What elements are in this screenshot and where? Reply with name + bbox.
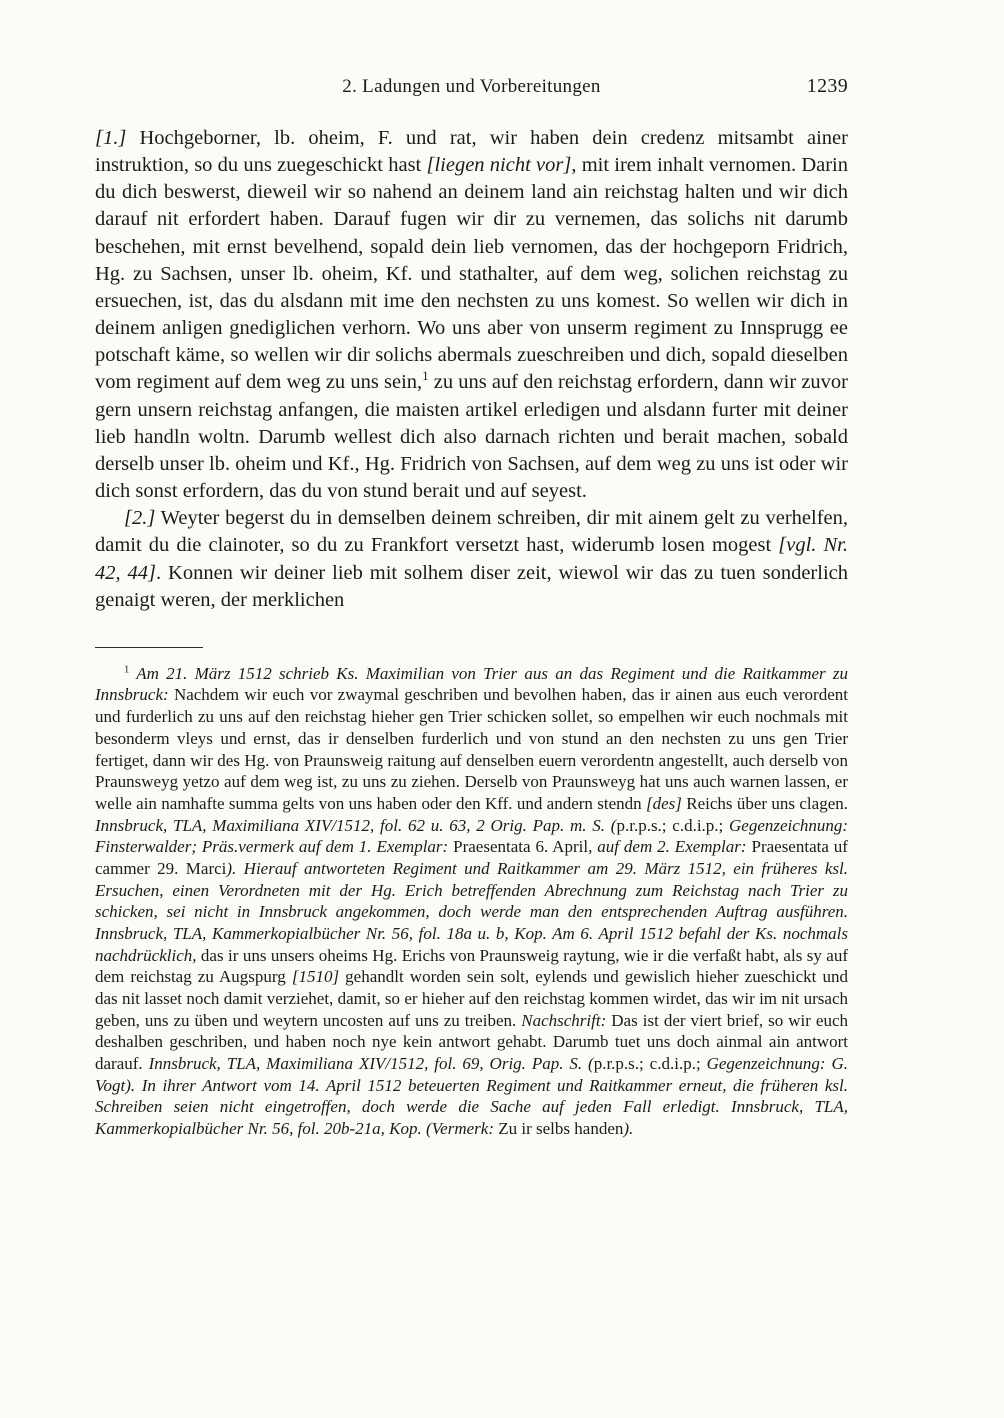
page-header [95, 76, 848, 98]
footnote-1: $^1$ Am 21. März 1512 schrieb Ks. Maximilian von Trier aus an das Regiment und die Raitkammer zu Innsbruck: Nachdem wir euch vor zwaymal geschriben und bevolhen haben, das ir ainen aus euch verordent und furderlich zu uns auf den reichstag hieher gen Trier schicken sollet, so empelhen wir euch nochmals mit besonderm vleys und ernst, das ir denselben furderlich und von stund an den nechsten zu uns gen Trier fertiget, dann wir des Hg. von Praunsweig raitung auf denselben euern verordentn angestellt, auch derselb von Praunsweyg yetzo auf dem weg ist, zu uns zu ziehen. Derselb von Praunsweyg hat uns auch warnen lassen, er welle ain namhafte summa gelts von uns haben oder den Kff. und andern stendn [des] Reichs über uns clagen. Innsbruck, TLA, Maximiliana XIV/1512, fol. 62 u. 63, 2 Orig. Pap. m. S. (p.r.p.s.; c.d.i.p.; Gegenzeichnung: Finsterwalder; Präs.vermerk auf dem 1. Exemplar: Praesentata 6. April, auf dem 2. Exemplar: Praesentata uf cammer 29. Marci). Hierauf antworteten Regiment und Raitkammer am 29. März 1512, ein früheres ksl. Ersuchen, einen Verordneten mit der Hg. Erich betreffenden Abrechnung zum Reichstag nach Trier zu schicken, sei nicht in Innsbruck angekommen, doch werde man den entsprechenden Auftrag ausführen. Innsbruck, TLA, Kammerkopialbücher Nr. 56, fol. 18a u. b, Kop. Am 6. April 1512 befahl der Ks. nochmals nachdrücklich, das ir uns unsers oheims Hg. Erichs von Praunsweig raytung, wie ir die verfaßt habt, als sy auf dem reichstag zu Augspurg [1510] gehandlt worden sein solt, eylends und gewislich hieher zueschickt und das nit lasset noch damit verziehet, damit, so er hieher auf den reichstag kommen wirdet, das wir im nit ursach geben, uns zu üben und weytern uncosten auf uns zu treiben. Nachschrift: Das ist der viert brief, so wir euch deshalben geschriben, und haben noch nye kein antwort gehabt. Darumb tuet uns doch ainmal ain antwort darauf. Innsbruck, TLA, Maximiliana XIV/1512, fol. 69, Orig. Pap. S. (p.r.p.s.; c.d.i.p.; Gegenzeichnung: G. Vogt). In ihrer Antwort vom 14. April 1512 beteuerten Regiment und Raitkammer erneut, die früheren ksl. Schreiben seien nicht eingetroffen, doch werde die Sache auf jeden Fall erledigt. Innsbruck, TLA, Kammerkopialbücher Nr. 56, fol. 20b-21a, Kop. (Vermerk: Zu ir selbs handen). [95, 663, 849, 1138]
footnote-separator-rule [95, 647, 203, 648]
paragraph-2: [2.] Weyter begerst du in demselben deinem schreiben, dir mit ainem gelt zu verhelfen, damit du die clainoter, so du zu Frankfort versetzt hast, widerumb losen mogest [vgl. Nr. 42, 44]. Konnen wir deiner lieb mit solhem diser zeit, wiewol wir das zu tuen sonderlich genaigt weren, der merklichen [95, 507, 848, 611]
running-header-title: 2. Ladungen und Vorbereitungen [342, 76, 601, 97]
paragraph-1: [1.] Hochgeborner, lb. oheim, F. und rat, wir haben dein credenz mitsambt ainer instruktion, so du uns zuegeschickt hast [liegen nicht vor], mit irem inhalt vernomen. Darin du dich beswerst, dieweil wir so nahend an deinem land ain reichstag halten und wir dich darauf nit erfordert haben. Darauf fugen wir dir zu vernemen, das solichs nit darumb beschehen, mit ernst bevelhend, sopald dein lieb vernomen, das der hochgeporn Fridrich, Hg. zu Sachsen, unser lb. oheim, Kf. und stathalter, auf dem weg, solichen reichstag zu ersuechen, ist, das du alsdann mit ime den nechsten zu uns komest. So wellen wir dich in deinem anligen gnediglichen verhorn. Wo uns aber von unserm regiment zu Innsprugg ee potschaft käme, so wellen wir dir solichs abermals zueschreiben und dich, sopald dieselben vom regiment auf dem weg zu uns sein,$^1$ zu uns auf den reichstag erfordern, dann wir zuvor gern unsern reichstag anfangen, die maisten artikel erledigen und alsdann furter mit deiner lieb handln woltn. Darumb wellest dich also darnach richten und berait machen, sobald derselb unser lb. oheim und Kf., Hg. Fridrich von Sachsen, auf dem weg zu uns ist oder wir dich sonst erfordern, das du von stund berait und auf seyest. [95, 127, 849, 503]
page-number: 1239 [806, 75, 848, 97]
main-text-block [95, 125, 848, 614]
